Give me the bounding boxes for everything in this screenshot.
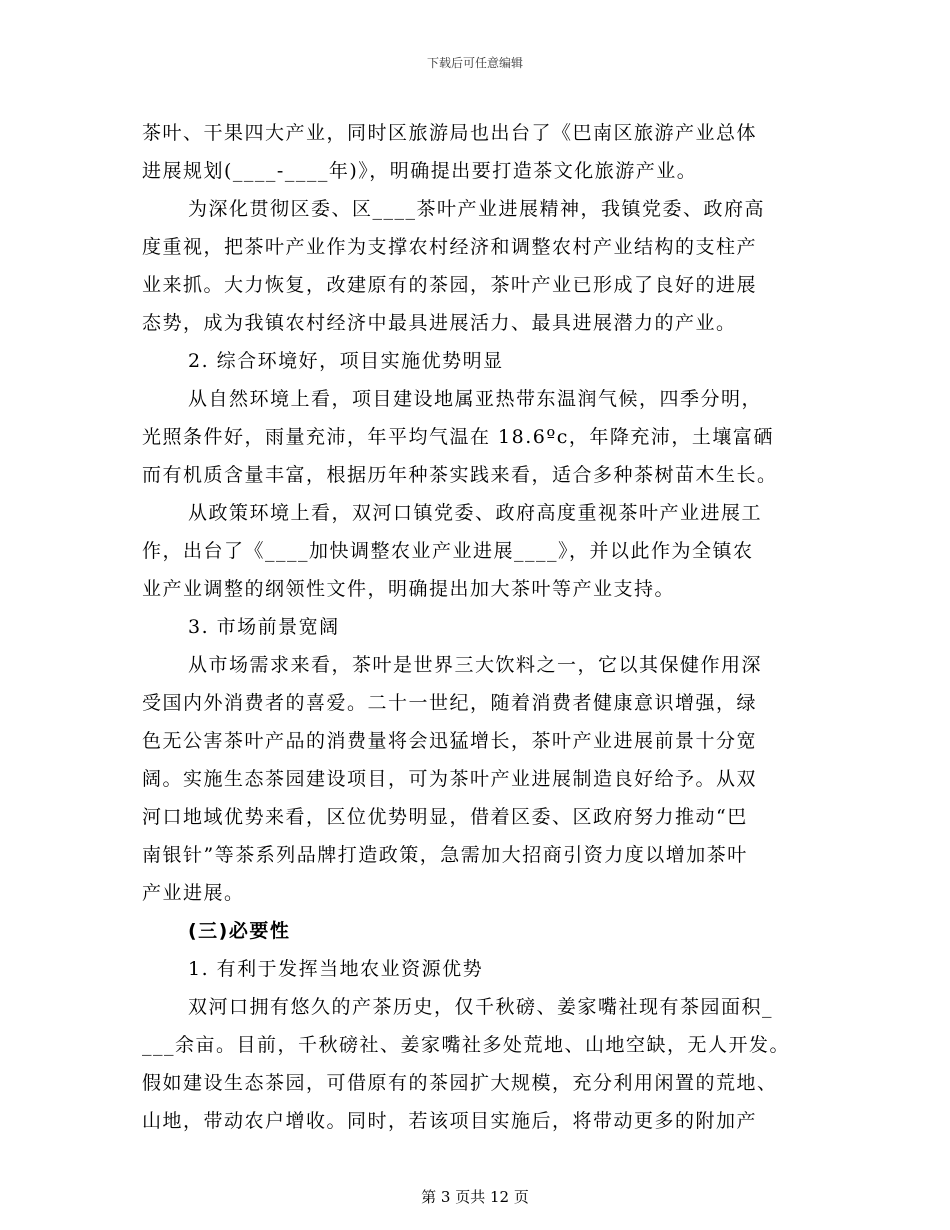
text-line: 南银针”等茶系列品牌打造政策，急需加大招商引资力度以增加茶叶 [142,844,748,866]
paragraph-start: 从政策环境上看，双河口镇党委、政府高度重视茶叶产业进展工 [188,502,763,524]
paragraph-start: 从市场需求来看，茶叶是世界三大饮料之一，它以其保健作用深 [188,654,763,676]
text-line: 阔。实施生态茶园建设项目，可为茶叶产业进展制造良好给予。从双 [142,768,758,790]
paragraph-start: 为深化贯彻区委、区____茶叶产业进展精神，我镇党委、政府高 [188,198,766,220]
text-line: 而有机质含量丰富，根据历年种茶实践来看，适合多种茶树苗木生长。 [142,464,778,486]
section-heading: 2. 综合环境好，项目实施优势明显 [188,350,504,372]
text-line: 色无公害茶叶产品的消费量将会迅猛增长，茶叶产业进展前景十分宽 [142,730,758,752]
paragraph-start: 双河口拥有悠久的产茶历史，仅千秋磅、姜家嘴社现有茶园面积_ [188,996,774,1018]
page-header: 下载后可任意编辑 [426,56,523,70]
text-line: 态势，成为我镇农村经济中最具进展活力、最具进展潜力的产业。 [142,312,737,334]
document-body [142,114,810,1140]
paragraph-start: 从自然环境上看，项目建设地属亚热带东温润气候，四季分明， [188,388,763,410]
text-line: 度重视，把茶叶产业作为支撑农村经济和调整农村产业结构的支柱产 [142,236,758,258]
text-line: 受国内外消费者的喜爱。二十一世纪，随着消费者健康意识增强，绿 [142,692,758,714]
text-line: ___余亩。目前，千秋磅社、姜家嘴社多处荒地、山地空缺，无人开发。 [142,1034,791,1056]
section-heading: 3. 市场前景宽阔 [188,616,340,638]
page-footer: 第 3 页共 12 页 [421,1188,529,1206]
section-heading: 1. 有利于发挥当地农业资源优势 [188,958,484,980]
text-line: 业来抓。大力恢复，改建原有的茶园，茶叶产业已形成了良好的进展 [142,274,758,296]
text-line: 业产业调整的纲领性文件，明确提出加大茶叶等产业支持。 [142,578,676,600]
text-line: 假如建设生态茶园，可借原有的茶园扩大规模，充分利用闲置的荒地、 [142,1072,778,1094]
text-line: 山地，带动农户增收。同时，若该项目实施后，将带动更多的附加产 [142,1110,758,1132]
text-line: 河口地域优势来看，区位优势明显，借着区委、区政府努力推动“巴 [142,806,748,828]
text-line: 茶叶、干果四大产业，同时区旅游局也出台了《巴南区旅游产业总体 [142,122,758,144]
chapter-heading: (三)必要性 [188,920,291,942]
text-line: 进展规划(____-____年)》，明确提出要打造茶文化旅游产业。 [142,160,698,182]
text-line: 光照条件好，雨量充沛，年平均气温在 18.6ºc，年降充沛，土壤富硒 [142,426,774,448]
text-line: 作，出台了《____加快调整农业产业进展____》，并以此作为全镇农 [142,540,754,562]
text-line: 产业进展。 [142,882,245,904]
